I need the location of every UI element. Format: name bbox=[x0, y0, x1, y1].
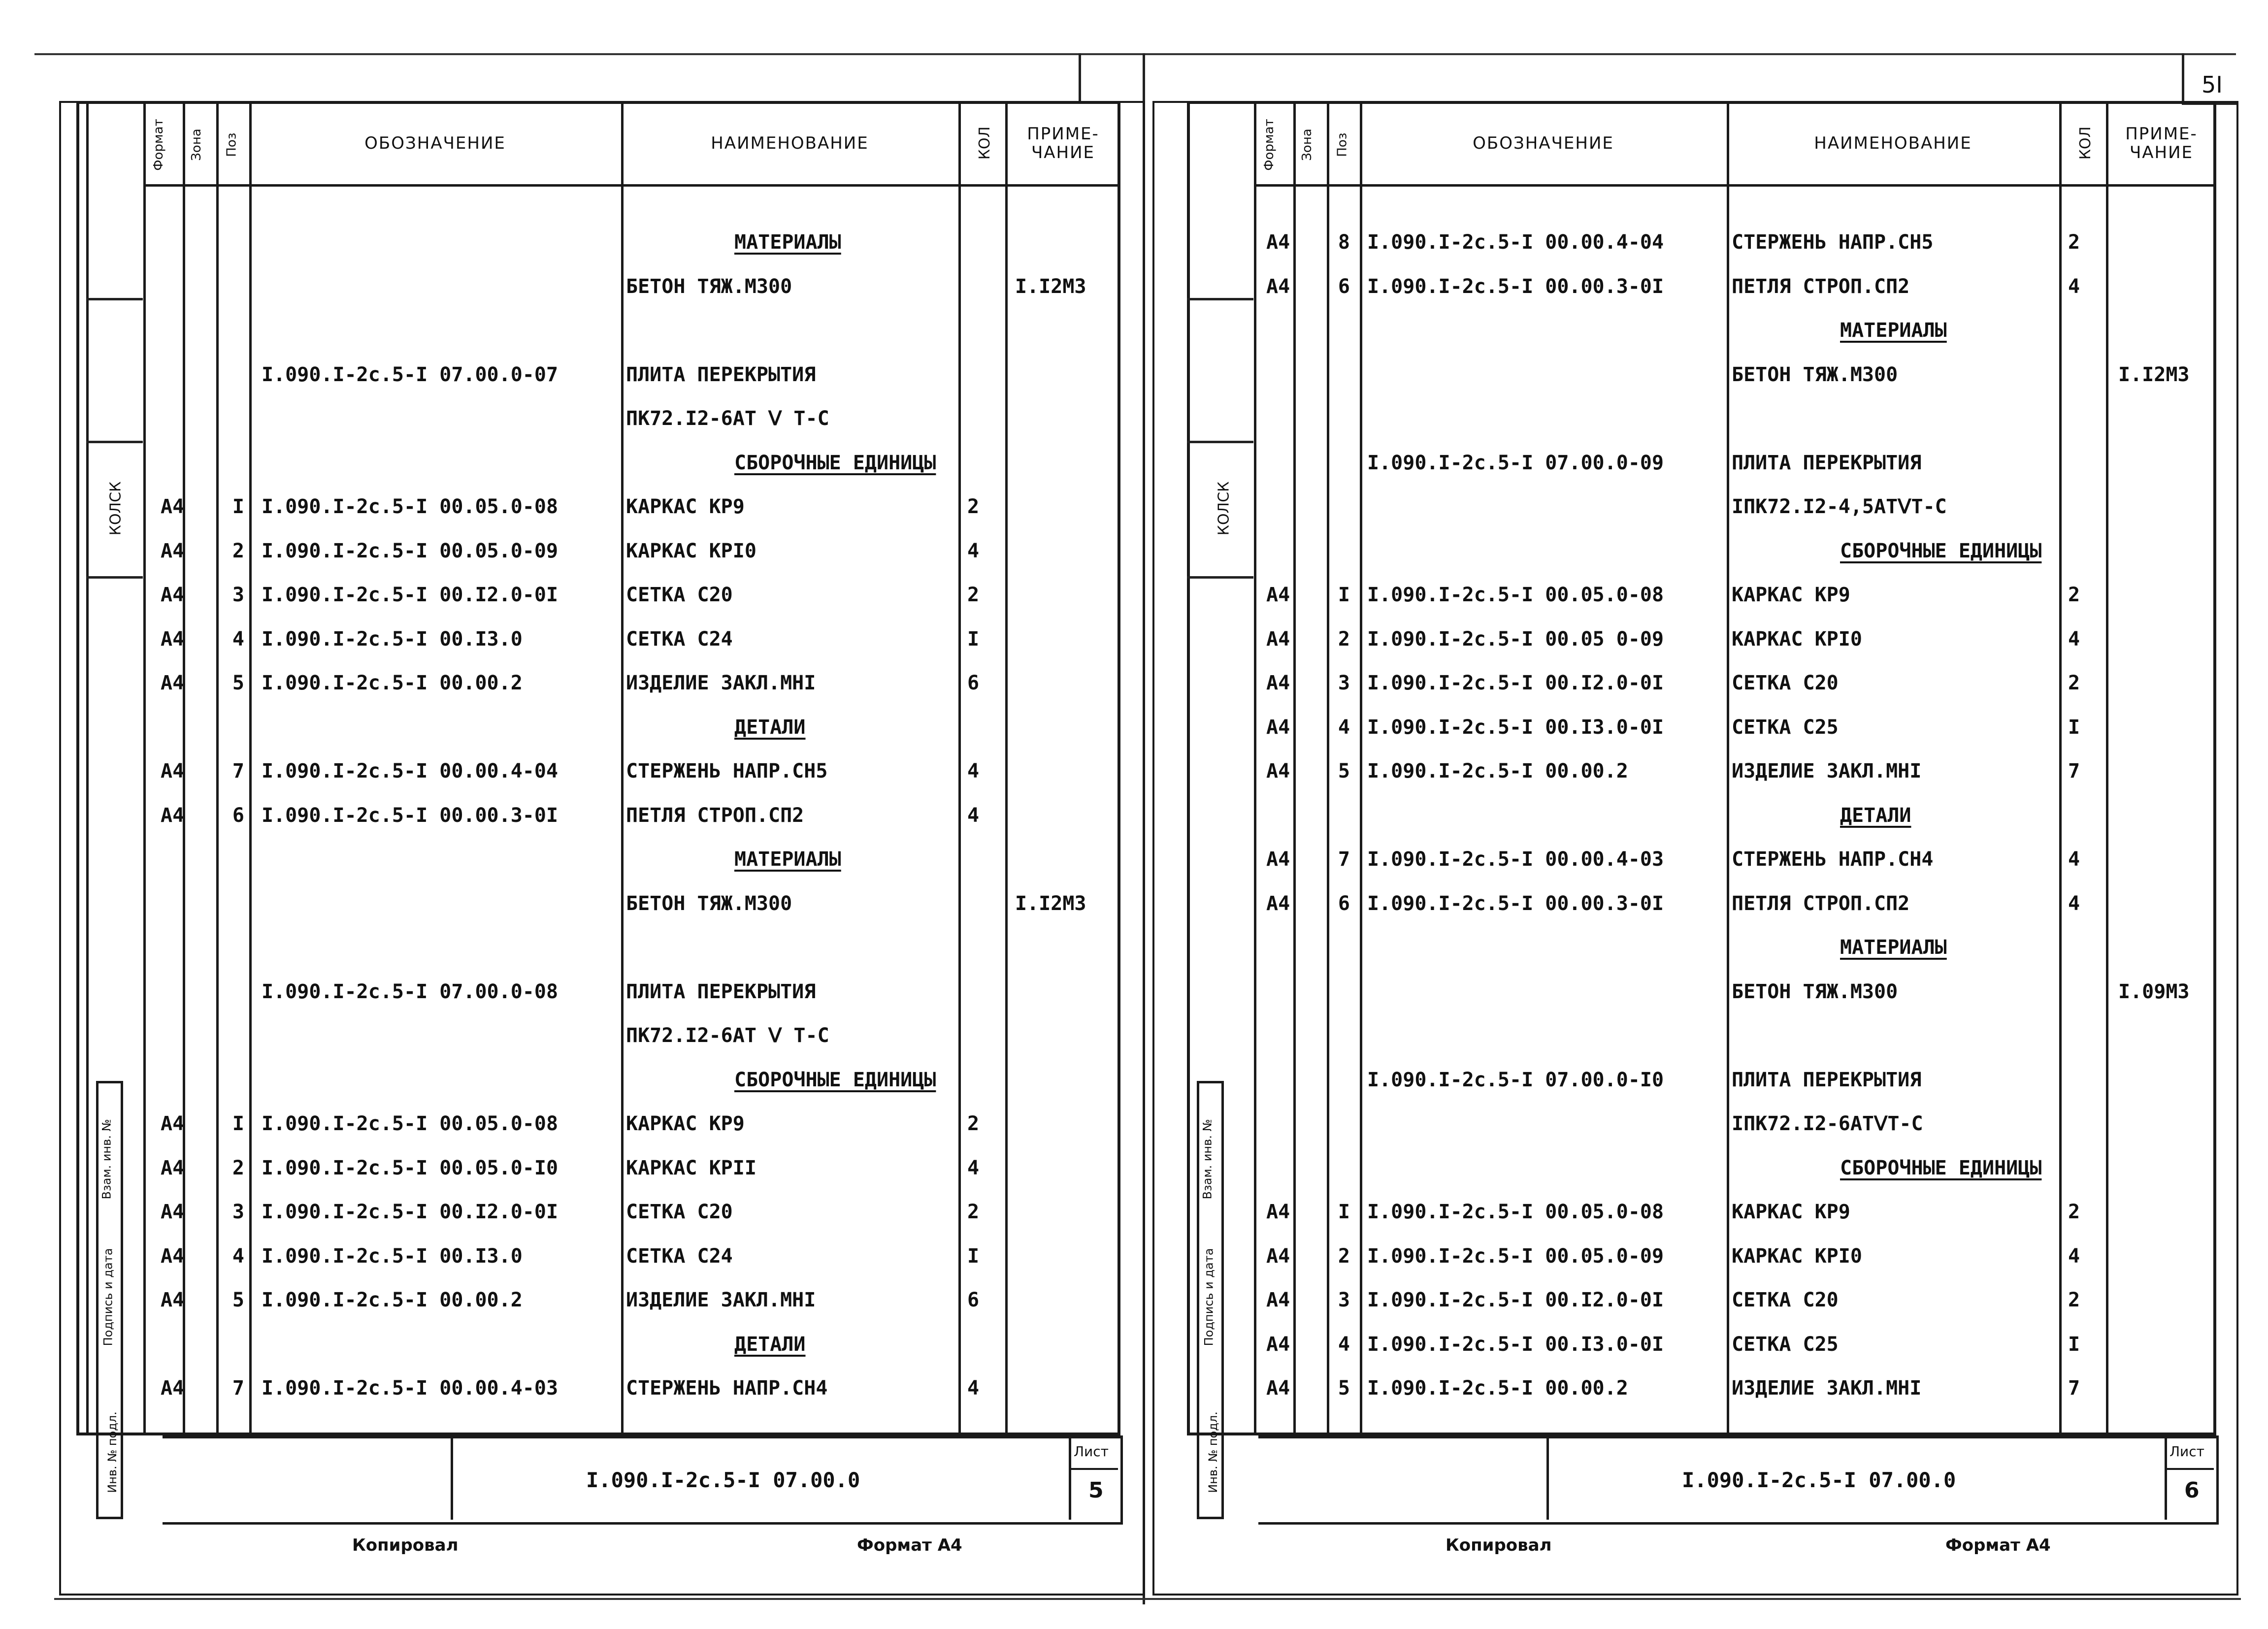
table-row bbox=[79, 353, 1118, 395]
cell-designation: I.090.I-2c.5-I 00.I3.0 bbox=[262, 1244, 523, 1268]
left-kopiroval: Копировал bbox=[352, 1535, 459, 1555]
cell-qty: 7 bbox=[2068, 760, 2080, 782]
cell-qty: I bbox=[2068, 716, 2080, 739]
cell-name: ПЛИТА ПЕРЕКРЫТИЯ bbox=[1732, 451, 1922, 474]
cell-name: IПК72.I2-4,5АТⅤТ-С bbox=[1732, 495, 1947, 518]
hdr-primechanie-r bbox=[2106, 114, 2217, 173]
section-heading: МАТЕРИАЛЫ bbox=[734, 848, 841, 871]
cell-qty: 2 bbox=[967, 1112, 980, 1135]
right-spec-table bbox=[1187, 101, 2216, 1435]
cell-qty: 2 bbox=[2068, 672, 2080, 694]
section-heading: МАТЕРИАЛЫ bbox=[734, 231, 841, 254]
table-row bbox=[79, 925, 1118, 968]
section-heading: МАТЕРИАЛЫ bbox=[1840, 319, 1947, 342]
cell-designation: I.090.I-2c.5-I 00.00.4-04 bbox=[262, 760, 559, 782]
cell-format: А4 bbox=[1266, 275, 1290, 298]
section-heading: СБОРОЧНЫЕ ЕДИНИЦЫ bbox=[1840, 1156, 2042, 1179]
cell-designation: I.090.I-2c.5-I 00.00.3-0I bbox=[1367, 892, 1664, 915]
cell-pos: 2 bbox=[232, 1156, 244, 1179]
cell-designation: I.090.I-2c.5-I 00.00.3-0I bbox=[262, 804, 559, 827]
hdr-naimenovanie: НАИМЕНОВАНИЕ bbox=[711, 133, 869, 153]
cell-qty: 4 bbox=[967, 539, 980, 562]
cell-designation: I.090.I-2c.5-I 00.I2.0-0I bbox=[262, 1201, 559, 1223]
cell-format: А4 bbox=[1266, 848, 1290, 871]
cell-designation: I.090.I-2c.5-I 00.I2.0-0I bbox=[1367, 1289, 1664, 1311]
cell-name: СЕТКА С20 bbox=[1732, 672, 1839, 694]
cell-format: А4 bbox=[1266, 760, 1290, 782]
cell-pos: 4 bbox=[232, 1244, 244, 1268]
cell-qty: 2 bbox=[967, 495, 980, 518]
section-heading: МАТЕРИАЛЫ bbox=[1840, 936, 1947, 959]
cell-name: ПЛИТА ПЕРЕКРЫТИЯ bbox=[626, 980, 816, 1003]
cell-qty: 2 bbox=[2068, 584, 2080, 606]
cell-name: ИЗДЕЛИЕ ЗАКЛ.МНI bbox=[1732, 760, 1922, 782]
cell-qty: 2 bbox=[967, 584, 980, 606]
cell-pos: 2 bbox=[232, 539, 244, 562]
table-row bbox=[1190, 970, 2213, 1012]
cell-designation: I.090.I-2c.5-I 07.00.0-I0 bbox=[1367, 1068, 1664, 1091]
cell-designation: I.090.I-2c.5-I 00.05.0-08 bbox=[1367, 584, 1664, 606]
cell-name: ИЗДЕЛИЕ ЗАКЛ.МНI bbox=[1732, 1377, 1922, 1400]
table-row bbox=[1190, 1190, 2213, 1232]
table-row bbox=[1190, 705, 2213, 748]
page-number-box bbox=[2182, 53, 2238, 105]
cell-name: КАРКАС КР9 bbox=[1732, 1201, 1850, 1223]
cell-pos: I bbox=[1338, 584, 1350, 606]
cell-pos: 2 bbox=[1338, 627, 1350, 651]
table-row bbox=[1190, 617, 2213, 659]
table-row bbox=[79, 1278, 1118, 1320]
hdr-oboznachenie-r: ОБОЗНАЧЕНИЕ bbox=[1473, 133, 1614, 153]
cell-format: А4 bbox=[1266, 1289, 1290, 1311]
cell-designation: I.090.I-2c.5-I 07.00.0-09 bbox=[1367, 451, 1664, 474]
table-row bbox=[79, 1013, 1118, 1056]
cell-format: А4 bbox=[161, 1289, 185, 1311]
left-vzam-inv-label: Взам. инв. № bbox=[99, 1119, 114, 1200]
cell-format: А4 bbox=[1266, 627, 1290, 651]
cell-designation: I.090.I-2c.5-I 00.00.2 bbox=[1367, 760, 1628, 782]
cell-name: СТЕРЖЕНЬ НАПР.СН5 bbox=[626, 760, 828, 782]
cell-name: КАРКАС КРII bbox=[626, 1156, 756, 1179]
cell-remark: I.09М3 bbox=[2118, 980, 2190, 1003]
table-row bbox=[79, 1234, 1118, 1276]
cell-designation: I.090.I-2c.5-I 00.I2.0-0I bbox=[262, 584, 559, 606]
cell-pos: 6 bbox=[1338, 892, 1350, 915]
cell-qty: 4 bbox=[2068, 848, 2080, 871]
cell-designation: I.090.I-2c.5-I 00.00.4-03 bbox=[262, 1377, 559, 1400]
cell-format: А4 bbox=[1266, 672, 1290, 694]
right-podpis-label: Подпись и дата bbox=[1202, 1248, 1216, 1346]
cell-pos: 7 bbox=[232, 1377, 244, 1400]
cell-designation: I.090.I-2c.5-I 07.00.0-08 bbox=[262, 980, 559, 1003]
cell-qty: 4 bbox=[967, 1156, 980, 1179]
cell-name: СЕТКА С24 bbox=[626, 627, 733, 651]
table-row bbox=[1190, 837, 2213, 880]
cell-format: А4 bbox=[1266, 892, 1290, 915]
hdr-zona: Зона bbox=[189, 129, 204, 161]
table-row bbox=[1190, 1322, 2213, 1365]
cell-name: БЕТОН ТЯЖ.М300 bbox=[626, 892, 792, 915]
cell-format: А4 bbox=[161, 760, 185, 782]
table-row bbox=[79, 1146, 1118, 1188]
cell-name: БЕТОН ТЯЖ.М300 bbox=[1732, 363, 1898, 386]
cell-remark: I.I2М3 bbox=[1015, 275, 1086, 298]
section-heading: СБОРОЧНЫЕ ЕДИНИЦЫ bbox=[734, 451, 936, 474]
cell-name: КАРКАС КРI0 bbox=[626, 539, 756, 562]
table-row bbox=[1190, 396, 2213, 439]
cell-name: КАРКАС КРI0 bbox=[1732, 1244, 1862, 1268]
table-row bbox=[1190, 441, 2213, 483]
table-row bbox=[79, 264, 1118, 307]
table-row bbox=[1190, 793, 2213, 836]
cell-pos: 4 bbox=[232, 627, 244, 651]
left-inv-podl-label: Инв. № подл. bbox=[105, 1411, 119, 1493]
table-row bbox=[1190, 1234, 2213, 1276]
cell-name: БЕТОН ТЯЖ.М300 bbox=[1732, 980, 1898, 1003]
cell-name: СЕТКА С25 bbox=[1732, 716, 1839, 739]
table-row bbox=[1190, 1278, 2213, 1320]
cell-pos: 2 bbox=[1338, 1244, 1350, 1268]
hdr-kol: КОЛ bbox=[976, 126, 994, 160]
hdr-oboznachenie: ОБОЗНАЧЕНИЕ bbox=[364, 133, 506, 153]
cell-designation: I.090.I-2c.5-I 00.I3.0-0I bbox=[1367, 1333, 1664, 1356]
left-title-code: I.090.I-2c.5-I 07.00.0 bbox=[586, 1468, 860, 1492]
cell-designation: I.090.I-2c.5-I 00.00.2 bbox=[1367, 1377, 1628, 1400]
cell-pos: I bbox=[232, 1112, 244, 1135]
hdr-primechanie-1: ПРИМЕ- bbox=[1027, 124, 1099, 144]
section-heading: СБОРОЧНЫЕ ЕДИНИЦЫ bbox=[1840, 539, 2042, 562]
table-row bbox=[1190, 1102, 2213, 1144]
cell-qty: 7 bbox=[2068, 1377, 2080, 1400]
table-row bbox=[1190, 308, 2213, 351]
table-row bbox=[79, 441, 1118, 483]
cell-qty: 4 bbox=[967, 1377, 980, 1400]
cell-format: А4 bbox=[161, 1377, 185, 1400]
cell-pos: 3 bbox=[232, 584, 244, 606]
cell-qty: 2 bbox=[2068, 1201, 2080, 1223]
cell-qty: 2 bbox=[2068, 231, 2080, 254]
cell-designation: I.090.I-2c.5-I 00.00.2 bbox=[262, 1289, 523, 1311]
cell-remark: I.I2М3 bbox=[1015, 892, 1086, 915]
cell-designation: I.090.I-2c.5-I 00.I2.0-0I bbox=[1367, 672, 1664, 694]
cell-format: А4 bbox=[161, 672, 185, 694]
cell-name: СЕТКА С24 bbox=[626, 1244, 733, 1268]
cell-designation: I.090.I-2c.5-I 00.05.0-08 bbox=[262, 495, 559, 518]
table-row bbox=[1190, 1146, 2213, 1188]
table-row bbox=[1190, 749, 2213, 791]
hdr-primechanie-2-r: ЧАНИЕ bbox=[2129, 143, 2194, 163]
cell-format: А4 bbox=[1266, 1201, 1290, 1223]
cell-pos: 4 bbox=[1338, 716, 1350, 739]
cell-name: ИЗДЕЛИЕ ЗАКЛ.МНI bbox=[626, 672, 816, 694]
cell-designation: I.090.I-2c.5-I 07.00.0-07 bbox=[262, 363, 559, 386]
cell-qty: 6 bbox=[967, 672, 980, 694]
cell-format: А4 bbox=[161, 804, 185, 827]
cell-qty: 4 bbox=[2068, 627, 2080, 651]
cell-name: ПЛИТА ПЕРЕКРЫТИЯ bbox=[626, 363, 816, 386]
right-kopiroval: Копировал bbox=[1446, 1535, 1552, 1555]
table-row bbox=[79, 617, 1118, 659]
cell-designation: I.090.I-2c.5-I 00.05.0-09 bbox=[262, 539, 559, 562]
cell-pos: 7 bbox=[1338, 848, 1350, 871]
cell-name: КАРКАС КР9 bbox=[1732, 584, 1850, 606]
table-row bbox=[1190, 485, 2213, 527]
table-row bbox=[79, 573, 1118, 615]
hdr-kol-r: КОЛ bbox=[2077, 126, 2095, 160]
right-format: Формат А4 bbox=[1945, 1535, 2051, 1555]
table-row bbox=[79, 749, 1118, 791]
cell-name: СЕТКА С20 bbox=[626, 584, 733, 606]
table-row bbox=[79, 1190, 1118, 1232]
table-row bbox=[1190, 529, 2213, 571]
cell-designation: I.090.I-2c.5-I 00.00.4-04 bbox=[1367, 231, 1664, 254]
cell-format: А4 bbox=[161, 1156, 185, 1179]
hdr-primechanie bbox=[1005, 114, 1121, 173]
table-row bbox=[79, 970, 1118, 1012]
table-row bbox=[79, 396, 1118, 439]
bottom-rule bbox=[54, 1598, 2241, 1600]
cell-qty: I bbox=[967, 1244, 980, 1268]
cell-name: ПЕТЛЯ СТРОП.СП2 bbox=[1732, 275, 1910, 298]
cell-pos: I bbox=[232, 495, 244, 518]
cell-pos: 3 bbox=[232, 1201, 244, 1223]
cell-name: ИЗДЕЛИЕ ЗАКЛ.МНI bbox=[626, 1289, 816, 1311]
left-format: Формат А4 bbox=[857, 1535, 962, 1555]
page-number: 5I bbox=[2202, 71, 2223, 98]
table-row bbox=[79, 1322, 1118, 1365]
left-top-tick bbox=[1079, 53, 1081, 102]
cell-pos: 6 bbox=[1338, 275, 1350, 298]
cell-designation: I.090.I-2c.5-I 00.00.4-03 bbox=[1367, 848, 1664, 871]
hdr-primechanie-1-r: ПРИМЕ- bbox=[2125, 124, 2198, 144]
cell-designation: I.090.I-2c.5-I 00.05.0-09 bbox=[1367, 1244, 1664, 1268]
top-rule bbox=[34, 53, 2236, 55]
cell-designation: I.090.I-2c.5-I 00.05.0-08 bbox=[1367, 1201, 1664, 1223]
left-spec-table bbox=[76, 101, 1120, 1435]
cell-pos: 5 bbox=[1338, 760, 1350, 782]
right-vzam-inv-label: Взам. инв. № bbox=[1200, 1119, 1215, 1200]
right-sheet-number: 6 bbox=[2184, 1478, 2200, 1503]
cell-name: СЕТКА С25 bbox=[1732, 1333, 1839, 1356]
cell-name: СТЕРЖЕНЬ НАПР.СН4 bbox=[626, 1377, 828, 1400]
table-row bbox=[1190, 1058, 2213, 1100]
table-row bbox=[1190, 264, 2213, 307]
cell-name: IПК72.I2-6АТⅤТ-С bbox=[1732, 1112, 1923, 1135]
cell-format: А4 bbox=[161, 1112, 185, 1135]
cell-format: А4 bbox=[1266, 1244, 1290, 1268]
cell-name: ПК72.I2-6АТ Ⅴ Т-С bbox=[626, 407, 829, 430]
right-title-block bbox=[1258, 1435, 2219, 1525]
table-row bbox=[1190, 661, 2213, 703]
table-row bbox=[79, 705, 1118, 748]
cell-format: А4 bbox=[1266, 231, 1290, 254]
section-heading: СБОРОЧНЫЕ ЕДИНИЦЫ bbox=[734, 1068, 936, 1091]
cell-name: ПЕТЛЯ СТРОП.СП2 bbox=[626, 804, 804, 827]
cell-qty: 2 bbox=[967, 1201, 980, 1223]
right-title-code: I.090.I-2c.5-I 07.00.0 bbox=[1682, 1468, 1956, 1492]
cell-qty: 4 bbox=[2068, 1244, 2080, 1268]
cell-name: ПЛИТА ПЕРЕКРЫТИЯ bbox=[1732, 1068, 1922, 1091]
cell-pos: 4 bbox=[1338, 1333, 1350, 1356]
cell-format: А4 bbox=[1266, 1377, 1290, 1400]
cell-pos: I bbox=[1338, 1201, 1350, 1223]
table-row bbox=[79, 1366, 1118, 1408]
cell-qty: 4 bbox=[967, 804, 980, 827]
right-list-label: Лист bbox=[2169, 1443, 2204, 1460]
cell-name: СЕТКА С20 bbox=[626, 1201, 733, 1223]
cell-designation: I.090.I-2c.5-I 00.00.3-0I bbox=[1367, 275, 1664, 298]
cell-name: ПК72.I2-6АТ Ⅴ Т-С bbox=[626, 1024, 829, 1047]
cell-pos: 8 bbox=[1338, 231, 1350, 254]
table-row bbox=[1190, 573, 2213, 615]
cell-format: А4 bbox=[1266, 1333, 1290, 1356]
cell-name: БЕТОН ТЯЖ.М300 bbox=[626, 275, 792, 298]
hdr-format-r: Формат bbox=[1261, 119, 1277, 171]
table-row bbox=[79, 529, 1118, 571]
table-row bbox=[79, 881, 1118, 924]
hdr-primechanie-2: ЧАНИЕ bbox=[1031, 143, 1095, 163]
table-row bbox=[1190, 1013, 2213, 1056]
table-row bbox=[79, 220, 1118, 262]
section-heading: ДЕТАЛИ bbox=[734, 716, 806, 739]
cell-format: А4 bbox=[161, 539, 185, 562]
table-row bbox=[79, 661, 1118, 703]
cell-format: А4 bbox=[161, 584, 185, 606]
table-row bbox=[1190, 881, 2213, 924]
table-row bbox=[1190, 1366, 2213, 1408]
cell-qty: 6 bbox=[967, 1289, 980, 1311]
cell-designation: I.090.I-2c.5-I 00.00.2 bbox=[262, 672, 523, 694]
cell-qty: 4 bbox=[2068, 892, 2080, 915]
section-heading: ДЕТАЛИ bbox=[734, 1333, 806, 1356]
cell-designation: I.090.I-2c.5-I 00.05.0-I0 bbox=[262, 1156, 559, 1179]
cell-format: А4 bbox=[161, 1201, 185, 1223]
cell-format: А4 bbox=[1266, 584, 1290, 606]
cell-qty: 2 bbox=[2068, 1289, 2080, 1311]
table-row bbox=[79, 308, 1118, 351]
cell-qty: 4 bbox=[2068, 275, 2080, 298]
cell-designation: I.090.I-2c.5-I 00.05 0-09 bbox=[1367, 627, 1664, 651]
left-kolsk-label: КОЛСК bbox=[107, 481, 125, 536]
cell-pos: 5 bbox=[1338, 1377, 1350, 1400]
right-inv-podl-label: Инв. № подл. bbox=[1206, 1411, 1220, 1493]
cell-qty: I bbox=[2068, 1333, 2080, 1356]
cell-format: А4 bbox=[161, 1244, 185, 1268]
left-list-label: Лист bbox=[1074, 1443, 1109, 1460]
cell-pos: 6 bbox=[232, 804, 244, 827]
cell-format: А4 bbox=[161, 495, 185, 518]
left-podpis-label: Подпись и дата bbox=[101, 1248, 115, 1346]
hdr-zona-r: Зона bbox=[1299, 129, 1315, 161]
cell-name: КАРКАС КРI0 bbox=[1732, 627, 1862, 651]
hdr-pos-r: Поз bbox=[1335, 132, 1350, 157]
table-row bbox=[79, 1102, 1118, 1144]
cell-name: КАРКАС КР9 bbox=[626, 495, 745, 518]
cell-remark: I.I2М3 bbox=[2118, 363, 2190, 386]
cell-name: ПЕТЛЯ СТРОП.СП2 bbox=[1732, 892, 1910, 915]
cell-pos: 5 bbox=[232, 672, 244, 694]
cell-pos: 5 bbox=[232, 1289, 244, 1311]
cell-name: СТЕРЖЕНЬ НАПР.СН4 bbox=[1732, 848, 1934, 871]
cell-format: А4 bbox=[1266, 716, 1290, 739]
cell-pos: 3 bbox=[1338, 1289, 1350, 1311]
cell-designation: I.090.I-2c.5-I 00.I3.0-0I bbox=[1367, 716, 1664, 739]
cell-pos: 3 bbox=[1338, 672, 1350, 694]
hdr-pos: Поз bbox=[224, 132, 239, 157]
cell-qty: 4 bbox=[967, 760, 980, 782]
cell-name: СЕТКА С20 bbox=[1732, 1289, 1839, 1311]
cell-qty: I bbox=[967, 627, 980, 651]
cell-pos: 7 bbox=[232, 760, 244, 782]
section-heading: ДЕТАЛИ bbox=[1840, 804, 1911, 827]
cell-name: СТЕРЖЕНЬ НАПР.СН5 bbox=[1732, 231, 1934, 254]
hdr-naimenovanie-r: НАИМЕНОВАНИЕ bbox=[1814, 133, 1972, 153]
right-kolsk-label: КОЛСК bbox=[1215, 481, 1233, 536]
table-row bbox=[79, 837, 1118, 880]
cell-designation: I.090.I-2c.5-I 00.05.0-08 bbox=[262, 1112, 559, 1135]
table-row bbox=[79, 793, 1118, 836]
table-row bbox=[79, 485, 1118, 527]
table-row bbox=[1190, 353, 2213, 395]
hdr-format: Формат bbox=[151, 119, 166, 171]
table-row bbox=[79, 1058, 1118, 1100]
cell-name: КАРКАС КР9 bbox=[626, 1112, 745, 1135]
left-title-block bbox=[163, 1435, 1123, 1525]
table-row bbox=[1190, 925, 2213, 968]
left-sheet-number: 5 bbox=[1088, 1478, 1104, 1503]
cell-designation: I.090.I-2c.5-I 00.I3.0 bbox=[262, 627, 523, 651]
table-row bbox=[1190, 220, 2213, 262]
cell-format: А4 bbox=[161, 627, 185, 651]
